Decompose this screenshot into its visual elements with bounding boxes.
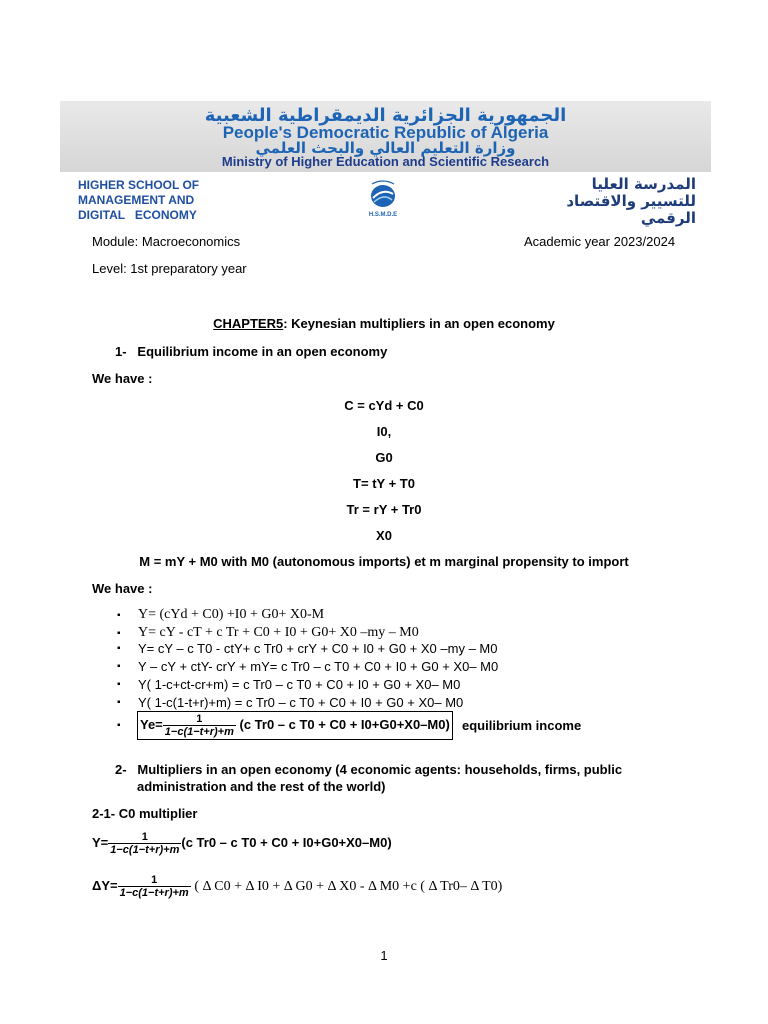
fraction-numerator: 1 [141, 831, 148, 843]
fraction-numerator: 1 [151, 874, 158, 886]
fraction-denominator: 1−c(1−t+r)+m [110, 844, 180, 856]
derivation-step: Y= cY - cT + c Tr + C0 + I0 + G0+ X0 –my – M0 [138, 625, 419, 640]
ye-rest: (c Tr0 – c T0 + C0 + I0+G0+X0–M0) [239, 716, 450, 732]
y-rest: (c Tr0 – c T0 + C0 + I0+G0+X0–M0) [181, 834, 392, 850]
equation: Tr = rY + Tr0 [346, 502, 422, 517]
school-logo [358, 176, 408, 220]
derivation-step: Y= (cYd + C0) +I0 + G0+ X0-M [138, 607, 325, 622]
page-number: 1 [380, 948, 388, 963]
banner-english-title: People's Democratic Republic of Algeria [222, 123, 549, 142]
derivation-step: Y( 1-c+ct-cr+m) = c Tr0 – c T0 + C0 + I0 + G0 + X0– M0 [138, 677, 461, 692]
school-name-english [78, 178, 199, 223]
we-have-label: We have : [92, 371, 153, 386]
logo-text: H.S.M.D.E [368, 212, 398, 218]
delta-y-formula [92, 874, 502, 899]
dy-rest: ( Δ C0 + Δ I0 + Δ G0 + Δ X0 - Δ M0 +c ( Δ Tr0– Δ T0) [194, 878, 503, 894]
chapter-title [0, 316, 768, 331]
bullet-icon: ▪ [117, 661, 121, 672]
equation: C = cYd + C0 [344, 398, 424, 413]
derivation-step: Y( 1-c(1-t+r)+m) = c Tr0 – c T0 + C0 + I0 + G0 + X0– M0 [138, 695, 464, 710]
section2-heading: 2- Multipliers in an open economy (4 economic agents: households, firms, public [115, 762, 623, 777]
school-name-arabic-line: المدرسة العليا [591, 175, 696, 193]
header-banner [60, 101, 711, 172]
fraction [108, 831, 181, 856]
academic-year: Academic year 2023/2024 [524, 234, 676, 249]
section2-heading-cont: administration and the rest of the world) [137, 779, 386, 794]
subsection-heading: 2-1- C0 multiplier [92, 806, 198, 821]
equation: X0 [376, 528, 392, 543]
bullet-icon: ▪ [117, 720, 121, 731]
chapter-label: CHAPTER5 [213, 316, 284, 331]
imports-equation: M = mY + M0 with M0 (autonomous imports) et m marginal propensity to import [139, 554, 629, 569]
school-name-arabic [550, 176, 696, 227]
fraction-numerator: 1 [196, 713, 203, 725]
y-formula [92, 831, 392, 856]
equation: T= tY + T0 [353, 476, 415, 491]
module-label: Module: Macroeconomics [92, 234, 241, 249]
fraction-denominator: 1−c(1−t+r)+m [164, 726, 234, 738]
bullet-icon: ▪ [117, 643, 121, 654]
banner-english-ministry: Ministry of Higher Education and Scientific Research [221, 154, 550, 169]
bullet-icon: ▪ [117, 610, 121, 621]
school-name-arabic-line: للتسيير والاقتصاد [566, 192, 696, 210]
bullet-icon: ▪ [117, 697, 121, 708]
y-prefix: Y= [92, 834, 109, 850]
equation: I0, [376, 424, 392, 439]
banner-arabic-ministry: وزارة التعليم العالي والبحث العلمي [255, 139, 516, 157]
fraction [163, 713, 236, 738]
equilibrium-income-formula [137, 711, 453, 740]
equilibrium-income-label: equilibrium income [462, 718, 582, 733]
derivation-step: Y – cY + ctY- crY + mY= c Tr0 – c T0 + C0 + I0 + G0 + X0– M0 [138, 659, 499, 674]
dy-prefix: ΔY= [92, 877, 118, 893]
equation: G0 [375, 450, 393, 465]
chapter-title-text: : Keynesian multipliers in an open economy [283, 316, 555, 331]
derivation-step: Y= cY – c T0 - ctY+ c Tr0 + crY + C0 + I0 + G0 + X0 –my – M0 [138, 641, 498, 656]
section1-heading: 1- Equilibrium income in an open economy [115, 344, 388, 359]
school-name-arabic-line: الرقمي [640, 209, 696, 227]
fraction [118, 874, 191, 899]
banner-arabic-title: الجمهورية الجزائرية الديمقراطية الشعبية [204, 105, 567, 126]
ye-prefix: Ye= [140, 716, 163, 732]
we-have-label: We have : [92, 581, 153, 596]
school-name-line: MANAGEMENT AND [78, 193, 195, 207]
bullet-icon: ▪ [117, 679, 121, 690]
school-name-line: DIGITAL ECONOMY [78, 208, 197, 222]
fraction-denominator: 1−c(1−t+r)+m [119, 887, 189, 899]
school-logo-icon [358, 176, 408, 220]
school-name-line: HIGHER SCHOOL OF [78, 178, 200, 192]
bullet-icon: ▪ [117, 628, 121, 639]
level-label: Level: 1st preparatory year [92, 261, 247, 276]
